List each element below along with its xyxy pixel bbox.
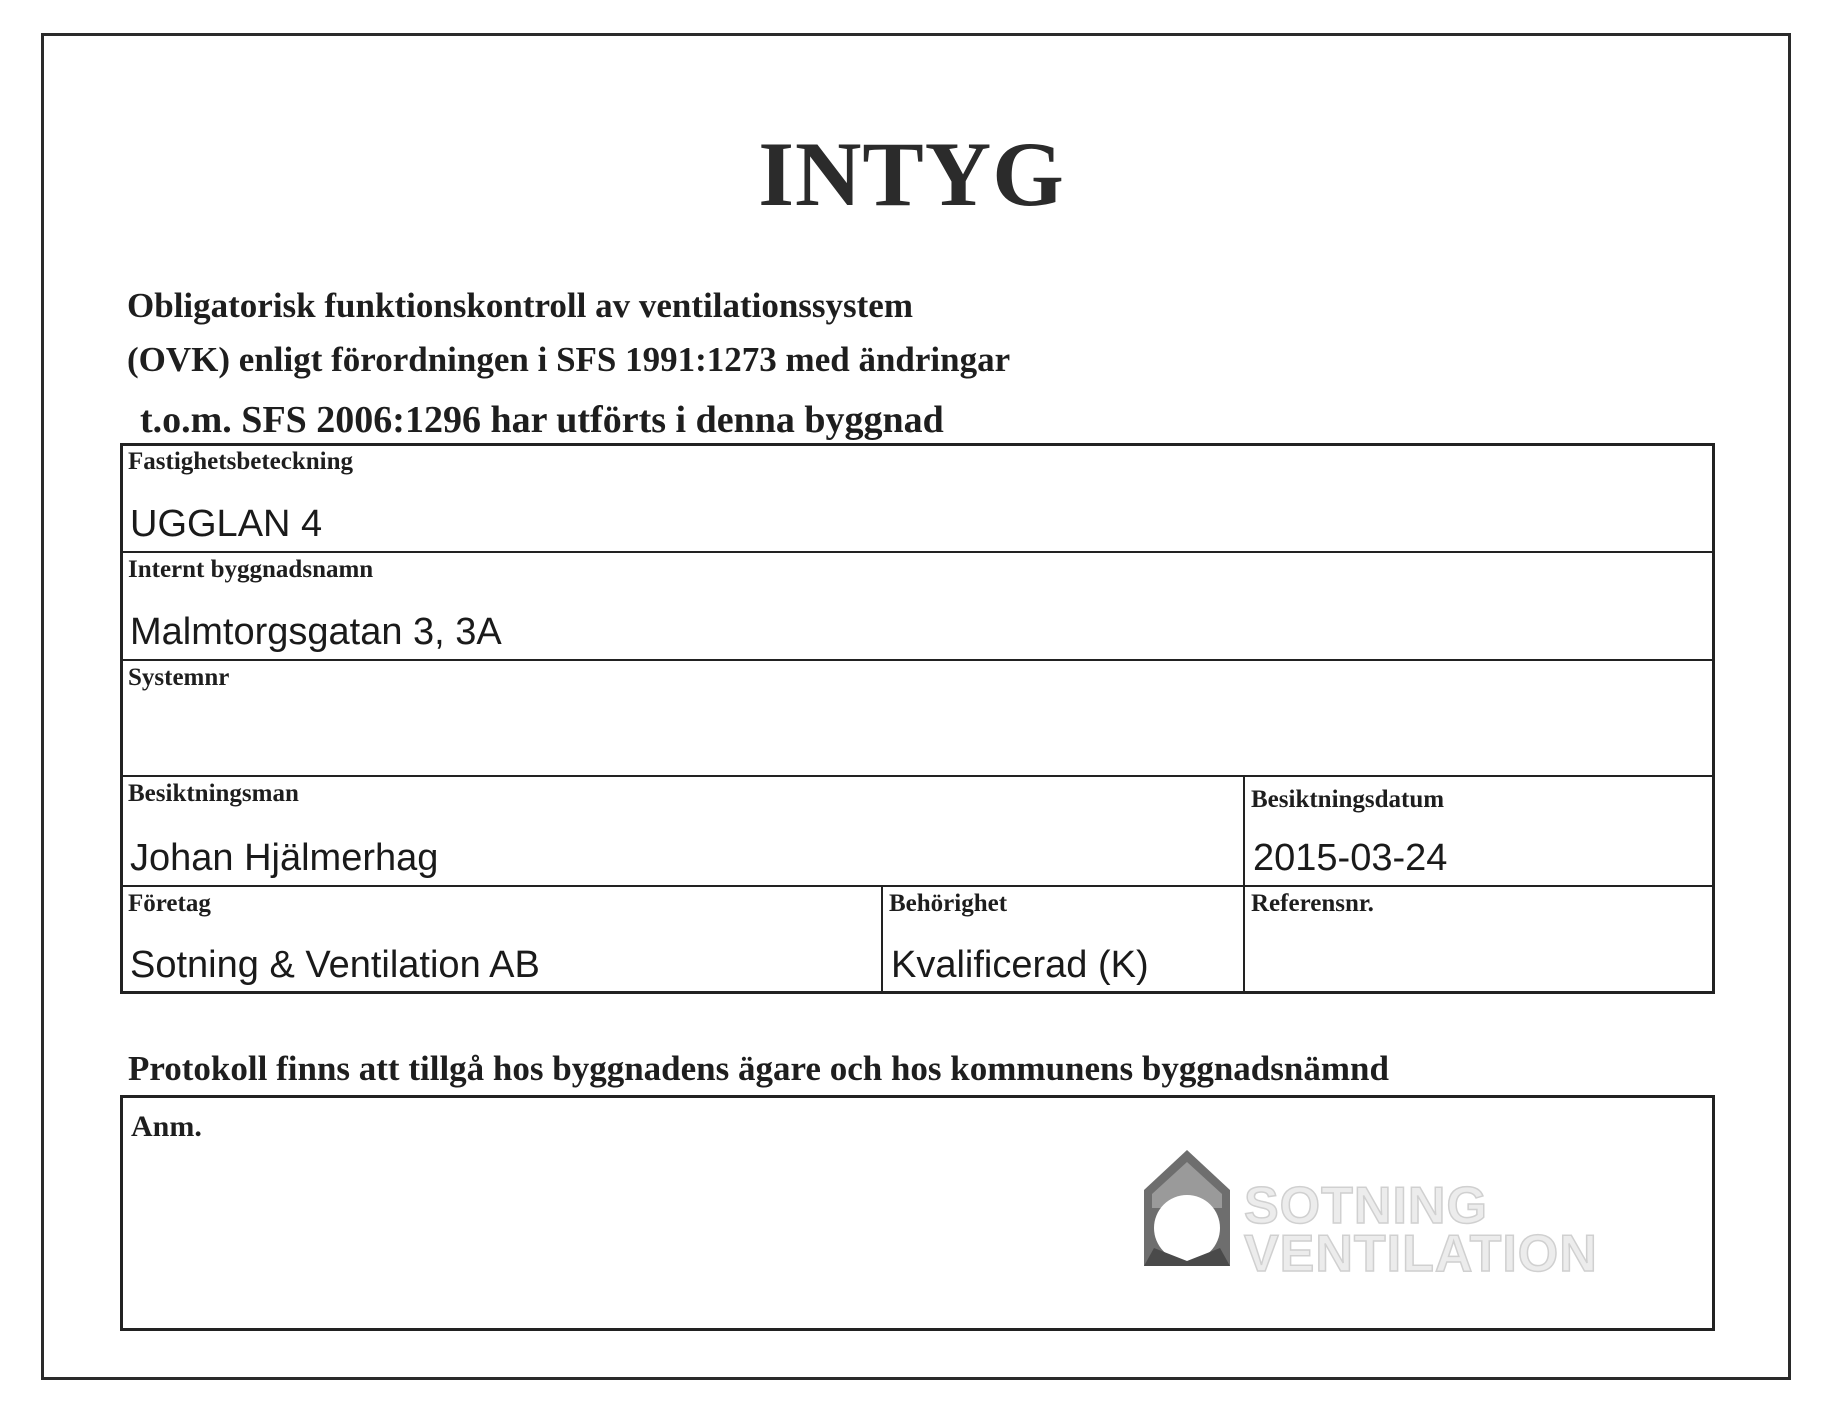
cell-foretag (120, 885, 883, 994)
cell-besiktningsdatum (1243, 775, 1715, 887)
cell-fastighetsbeteckning (120, 443, 1715, 553)
label-besiktningsman: Besiktningsman (128, 780, 299, 807)
label-besiktningsdatum: Besiktningsdatum (1251, 786, 1445, 813)
label-internt-byggnadsnamn: Internt byggnadsnamn (128, 556, 374, 583)
value-foretag: Sotning & Ventilation AB (130, 944, 540, 986)
label-behorighet: Behörighet (889, 890, 1008, 917)
house-logo-icon (1142, 1148, 1232, 1268)
cell-behorighet (881, 885, 1245, 994)
label-fastighetsbeteckning: Fastighetsbeteckning (128, 448, 353, 475)
cell-internt-byggnadsnamn (120, 551, 1715, 661)
value-behorighet: Kvalificerad (K) (891, 944, 1149, 986)
label-systemnr: Systemnr (128, 664, 230, 691)
value-internt-byggnadsnamn: Malmtorgsgatan 3, 3A (130, 611, 502, 653)
intro-line-3: t.o.m. SFS 2006:1296 har utförts i denna byggnad (140, 399, 944, 441)
cell-besiktningsman (120, 775, 1245, 887)
cell-referensnr (1243, 885, 1715, 994)
label-referensnr: Referensnr. (1251, 890, 1374, 917)
protocol-note: Protokoll finns att tillgå hos byggnadens ägare och hos kommunens byggnadsnämnd (128, 1049, 1389, 1088)
document-title: INTYG (758, 123, 1065, 225)
value-besiktningsdatum: 2015-03-24 (1253, 837, 1448, 879)
label-foretag: Företag (128, 890, 211, 917)
value-fastighetsbeteckning: UGGLAN 4 (130, 503, 323, 545)
cell-systemnr (120, 659, 1715, 777)
intro-line-1: Obligatorisk funktionskontroll av ventilationssystem (127, 286, 913, 325)
intro-line-2: (OVK) enligt förordningen i SFS 1991:1273 med ändringar (127, 340, 1011, 379)
value-besiktningsman: Johan Hjälmerhag (130, 837, 439, 879)
anm-label: Anm. (131, 1110, 202, 1143)
logo-text-line-2: VENTILATION (1244, 1225, 1598, 1283)
logo-text-line-1: SOTNING (1244, 1177, 1488, 1235)
company-logo (1142, 1148, 1662, 1283)
